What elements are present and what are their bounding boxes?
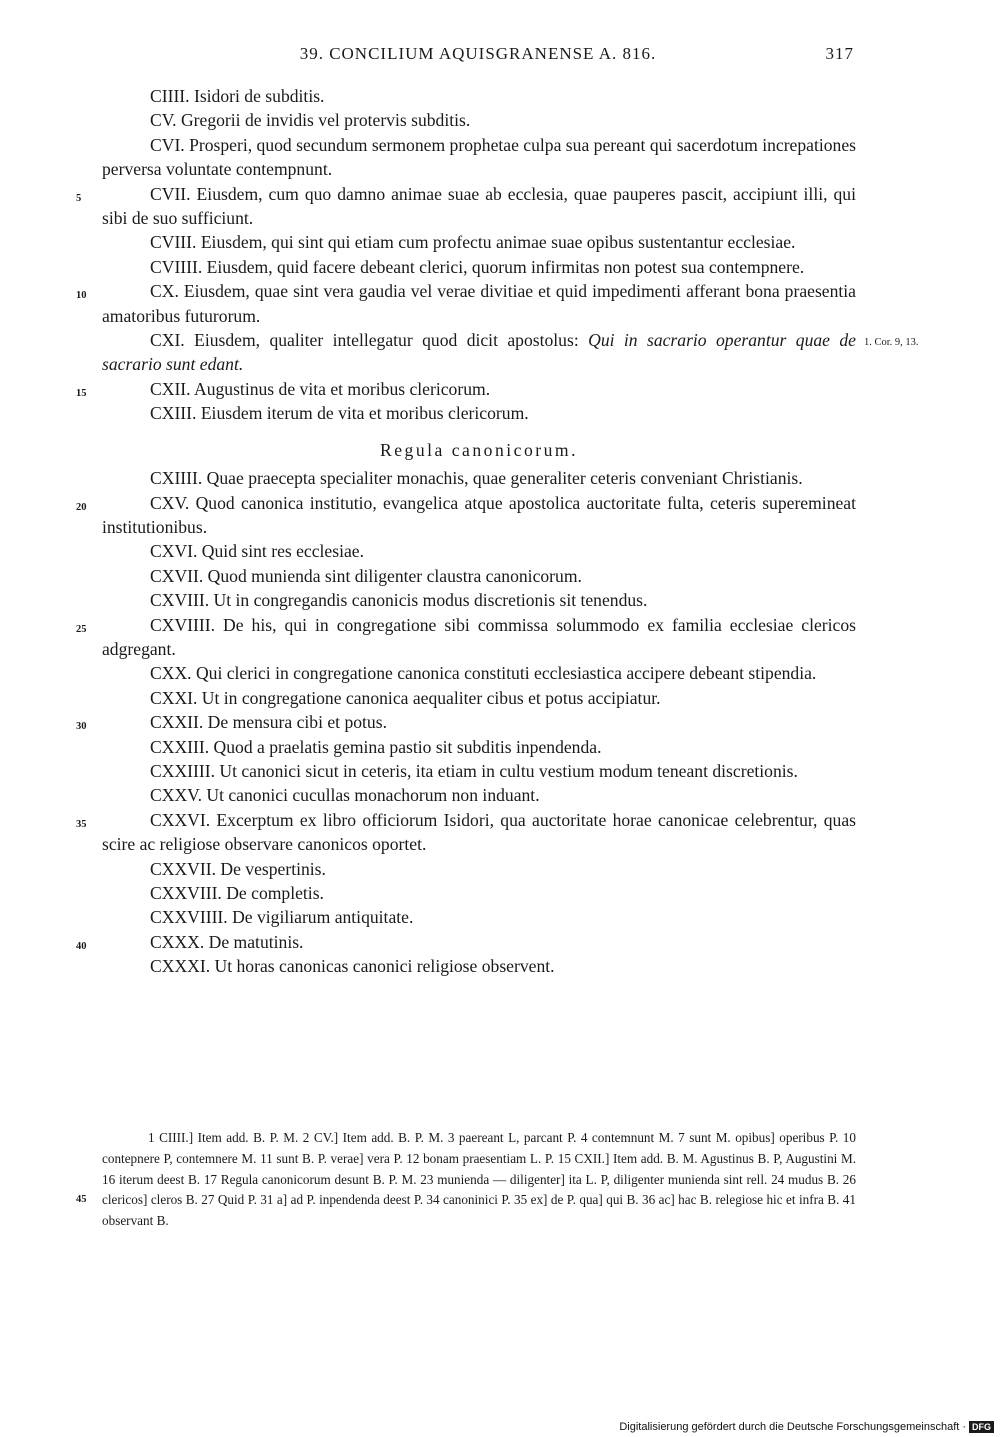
- entry-text: CXXXI. Ut horas canonicas canonici religiose observent.: [150, 956, 555, 977]
- chapter-entry: [102, 279, 856, 328]
- chapter-entry: [102, 905, 856, 929]
- entry-text: CIIII. Isidori de subditis.: [150, 86, 325, 106]
- entry-text: CXVI. Quid sint res ecclesiae.: [150, 541, 364, 562]
- chapter-entry: [102, 108, 856, 132]
- entry-text: Regula canonicorum.: [380, 439, 578, 460]
- page-number: 317: [825, 44, 854, 63]
- entry-text: CXXVIIII. De vigiliarum antiquitate.: [150, 907, 414, 928]
- line-number: 40: [76, 940, 87, 952]
- entry-text: CVII. Eiusdem, cum quo damno animae suae ab ecclesia, quae pauperes pascit, accipiunt illi, qui sibi de suo sufficiunt.: [102, 183, 856, 229]
- entry-text: CXXX. De matutinis.: [150, 931, 304, 952]
- quotation: Qui in sacrario operantur quae de sacrario sunt edant.: [102, 330, 856, 375]
- chapter-entry: [76, 808, 856, 857]
- chapter-entry: [102, 954, 856, 978]
- chapter-entry: [102, 84, 856, 108]
- chapter-entry: [102, 857, 856, 881]
- running-head: [100, 44, 856, 68]
- chapter-entry: [102, 686, 856, 710]
- body-text: [76, 84, 919, 979]
- line-number: 5: [76, 192, 82, 204]
- section-heading: [102, 438, 856, 462]
- line-number: 25: [76, 623, 87, 635]
- chapter-entry: [102, 588, 856, 612]
- entry-text: CVIIII. Eiusdem, quid facere debeant clerici, quorum infirmitas non potest sua contempnere.: [150, 256, 805, 277]
- entry-text: CXXVI. Excerptum ex libro officiorum Isidori, qua auctoritate horae canonicae celebrentur, quas scire ac religiose observare canonicos oportet.: [102, 809, 856, 855]
- entry-text: CXVIIII. De his, qui in congregatione sibi commissa solummodo ex familia ecclesiae clericos adgregant.: [102, 614, 856, 659]
- entry-text: CXVII. Quod munienda sint diligenter claustra canonicorum.: [150, 565, 582, 586]
- chapter-entry: [102, 230, 856, 254]
- scripture-reference: 1. Cor. 9, 13.: [864, 337, 919, 349]
- chapter-entry: [102, 735, 856, 759]
- entry-text: CXXVII. De vespertinis.: [150, 858, 326, 879]
- entry-text: CXXIIII. Ut canonici sicut in ceteris, ita etiam in cultu vestium modum teneant discretionis.: [150, 760, 798, 781]
- chapter-entry: [76, 930, 856, 954]
- chapter-entry: [76, 613, 856, 662]
- entry-text: CX. Eiusdem, quae sint vera gaudia vel verae divitiae et quid impedimenti afferant bona praesentia amatoribus futurorum.: [102, 281, 856, 326]
- entry-text: CXIII. Eiusdem iterum de vita et moribus clericorum.: [150, 403, 529, 424]
- chapter-entry: [102, 881, 856, 905]
- chapter-entry: [102, 564, 856, 588]
- line-number: 30: [76, 721, 87, 733]
- line-number: 45: [76, 1194, 87, 1205]
- footnotes: [76, 1128, 856, 1232]
- running-title: 39. CONCILIUM AQUISGRANENSE A. 816.: [299, 44, 657, 63]
- entry-text: CVI. Prosperi, quod secundum sermonem prophetae culpa sua pereant qui sacerdotum increpationes perversa voluntate contempnunt.: [102, 134, 856, 180]
- chapter-entry: [76, 182, 856, 231]
- chapter-entry: [76, 491, 856, 540]
- line-number: 15: [76, 387, 87, 399]
- entry-text: CXXVIII. De completis.: [150, 883, 324, 903]
- entry-text: CXIIII. Quae praecepta specialiter monachis, quae generaliter ceteris conveniant Christianis.: [150, 468, 803, 489]
- chapter-entry: [102, 328, 919, 377]
- footnote-text: 1 CIIII.] Item add. B. P. M. 2 CV.] Item add. B. P. M. 3 paereant L, parcant P. 4 contemnunt M. 7 sunt M. opibus] operibus P. 10 contepnere P, contemnere M. 11 sunt B. P. verae] vera P. 12 bonam praesentiam L. P. 15 CXII.] Item add. B. M. Agustinus B. P, Augustini M. 16 iterum deest B. 17 Regula canonicorum desunt B. P. M. 23 munienda — diligenter] ita L. P, diligenter munienda sint rell. 24 mudus B. 26 clericos] cleros B. 27 Quid P. 31 a] ad P. inpendenda deest P. 34 canoninici P. 35 ex] de P. qua] qui B. 36 ac] hac B. relegiose hic et infra B. 41 observant B.: [102, 1130, 856, 1229]
- chapter-entry: [76, 255, 856, 302]
- chapter-entry: [102, 759, 856, 783]
- entry-text: CXI. Eiusdem, qualiter intellegatur quod dicit apostolus:: [150, 330, 589, 351]
- entry-text: CXV. Quod canonica institutio, evangelica atque apostolica auctoritate fulta, ceteris superemineat institutionibus.: [102, 492, 856, 537]
- entry-text: CXXI. Ut in congregatione canonica aequaliter cibus et potus accipiatur.: [150, 687, 661, 708]
- funding-credit: Digitalisierung gefördert durch die Deutsche Forschungsgemeinschaft · DFG: [619, 1420, 994, 1434]
- chapter-entry: [76, 377, 856, 401]
- entry-text: CXX. Qui clerici in congregatione canonica constituti ecclesiastica accipere debeant stipendia.: [150, 663, 817, 684]
- dfg-logo: DFG: [969, 1421, 994, 1433]
- entry-text: CXII. Augustinus de vita et moribus clericorum.: [150, 378, 491, 399]
- chapter-entry: [76, 710, 856, 734]
- chapter-entry: [102, 133, 856, 182]
- entry-text: CVIII. Eiusdem, qui sint qui etiam cum profectu animae suae opibus sustentantur ecclesiae.: [150, 232, 796, 253]
- entry-text: CXVIII. Ut in congregandis canonicis modus discretionis sit tenendus.: [150, 590, 648, 611]
- chapter-entry: [102, 783, 856, 807]
- line-number: 10: [76, 290, 87, 302]
- entry-text: CXXII. De mensura cibi et potus.: [150, 712, 387, 733]
- entry-text: CXXV. Ut canonici cucullas monachorum non induant.: [150, 785, 540, 806]
- entry-text: CXXIII. Quod a praelatis gemina pastio sit subditis inpendenda.: [150, 736, 602, 757]
- line-number: 20: [76, 501, 87, 513]
- chapter-entry: [102, 539, 856, 563]
- credit-text: Digitalisierung gefördert durch die Deutsche Forschungsgemeinschaft: [619, 1421, 960, 1433]
- chapter-entry: [102, 661, 856, 685]
- chapter-entry: [102, 401, 856, 425]
- line-number: 35: [76, 818, 87, 830]
- chapter-entry: [102, 466, 856, 490]
- entry-text: CV. Gregorii de invidis vel protervis subditis.: [150, 110, 471, 131]
